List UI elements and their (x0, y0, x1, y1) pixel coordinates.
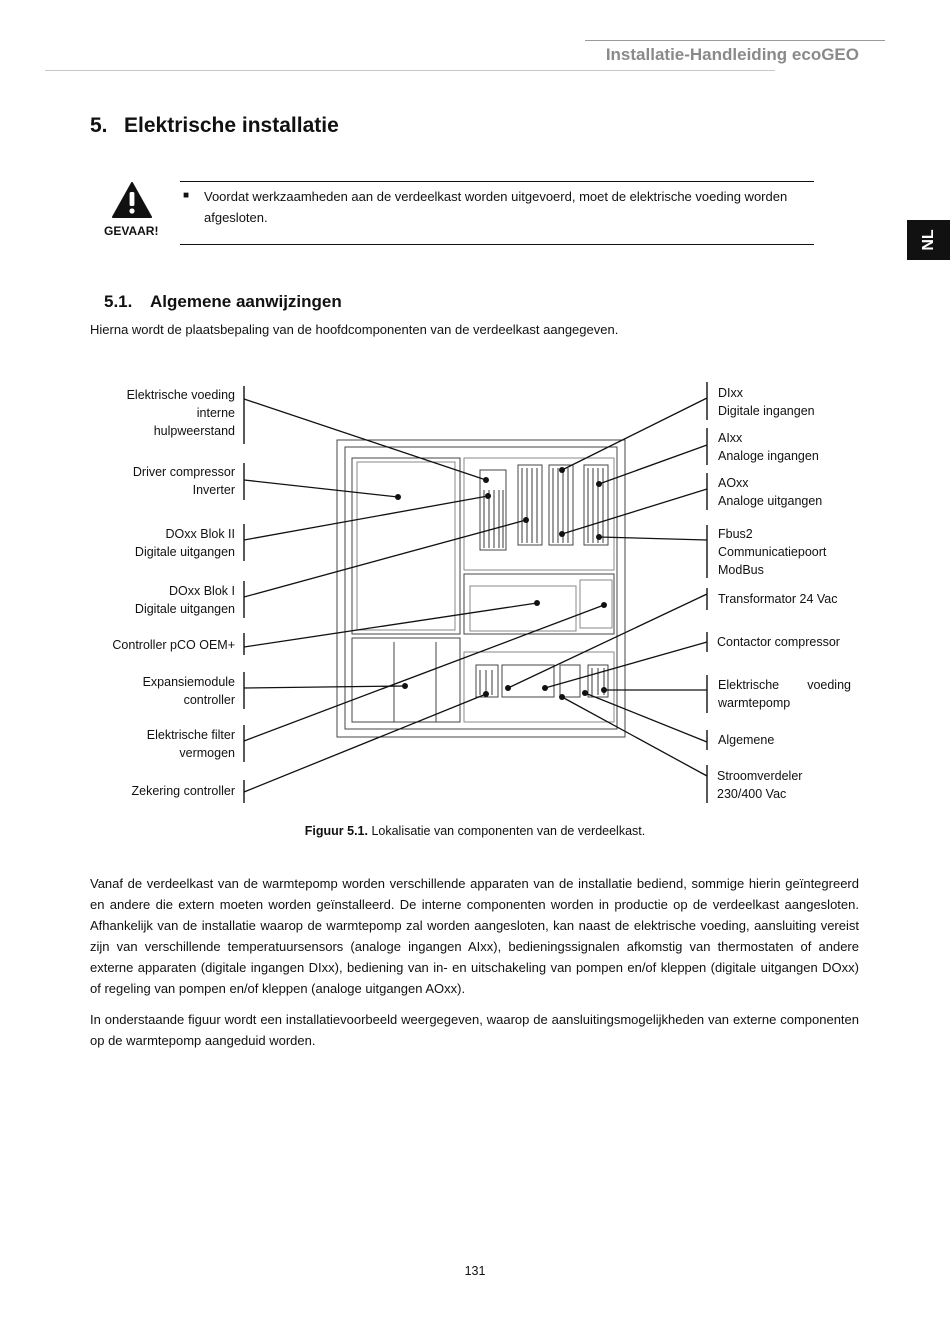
label-expansiemodule: Expansiemodule controller (142, 675, 235, 707)
label-transformator: Transformator 24 Vac (718, 592, 838, 606)
label-doxx-blok-ii: DOxx Blok II Digitale uitgangen (134, 527, 235, 559)
warning-bullet: ■ (183, 190, 190, 201)
warning-text: Voordat werkzaamheden aan de verdeelkast worden uitgevoerd, moet de elektrische voeding worden afgesloten. (204, 189, 788, 225)
label-dixx: DIxx Digitale ingangen (718, 386, 815, 418)
label-elektrische-voeding-interne: Elektrische voeding interne hulpweerstand (126, 388, 235, 438)
label-aixx: AIxx Analoge ingangen (718, 431, 819, 463)
label-zekering-controller: Zekering controller (131, 784, 235, 798)
header-title: Installatie-Handleiding ecoGEO (605, 45, 859, 64)
label-fbus2: Fbus2 Communicatiepoort ModBus (718, 527, 827, 577)
label-elektrische-filter: Elektrische filter vermogen (146, 728, 235, 760)
body-paragraph-1: Vanaf de verdeelkast van de warmtepomp worden verschillende apparaten van de installatie bediend, sommige hierin geïntegreerd en andere die extern moeten worden geïnstalleerd. De interne componenten worden in productie op de verdeelkast aangesloten. Afhankelijk van de installatie waarop de warmtepomp zal worden aangesloten, kan naast de elektrische voeding, aansluiting vereist zijn van verschillende temperatuursensors (analoge ingangen AIxx), bedieningssignalen afkomstig van thermostaten of andere externe apparaten (digitale ingangen DIxx), bediening van in- en uitschakeling van pompen en/of kleppen (digitale uitgangen DOxx) of regeling van pompen en/of kleppen (analoge uitgangen AOxx). (90, 876, 859, 996)
language-tab-label: NL (919, 229, 937, 251)
label-driver-compressor: Driver compressor Inverter (132, 465, 235, 497)
label-aoxx: AOxx Analoge uitgangen (718, 476, 823, 508)
warning-label: GEVAAR! (104, 224, 159, 238)
label-controller-pco: Controller pCO OEM+ (112, 638, 235, 652)
label-elektrische-voeding-warmtepomp: Elektrische voeding warmtepomp (718, 678, 851, 710)
body-paragraph-2: In onderstaande figuur wordt een installatievoorbeeld weergegeven, waarop de aansluitingsmogelijkheden van externe componenten op de warmtepomp aangeduid worden. (90, 1012, 859, 1048)
section-title: Elektrische installatie (124, 114, 339, 137)
subsection-number: 5.1. (104, 292, 133, 311)
page-number: 131 (464, 1264, 486, 1278)
label-algemene: Algemene (718, 733, 775, 747)
label-contactor-compressor: Contactor compressor (717, 635, 840, 649)
intro-text: Hierna wordt de plaatsbepaling van de hoofdcomponenten van de verdeelkast aangegeven. (90, 322, 619, 337)
subsection-title: Algemene aanwijzingen (150, 292, 342, 311)
figure-caption (0, 824, 950, 838)
label-doxx-blok-i: DOxx Blok I Digitale uitgangen (134, 584, 235, 616)
figure-caption-text: Lokalisatie van componenten van de verdeelkast. (367, 824, 646, 838)
section-number: 5. (90, 114, 108, 137)
label-stroomverdeler: Stroomverdeler 230/400 Vac (717, 769, 803, 801)
figure-caption-number: Figuur 5.1. (304, 824, 368, 838)
